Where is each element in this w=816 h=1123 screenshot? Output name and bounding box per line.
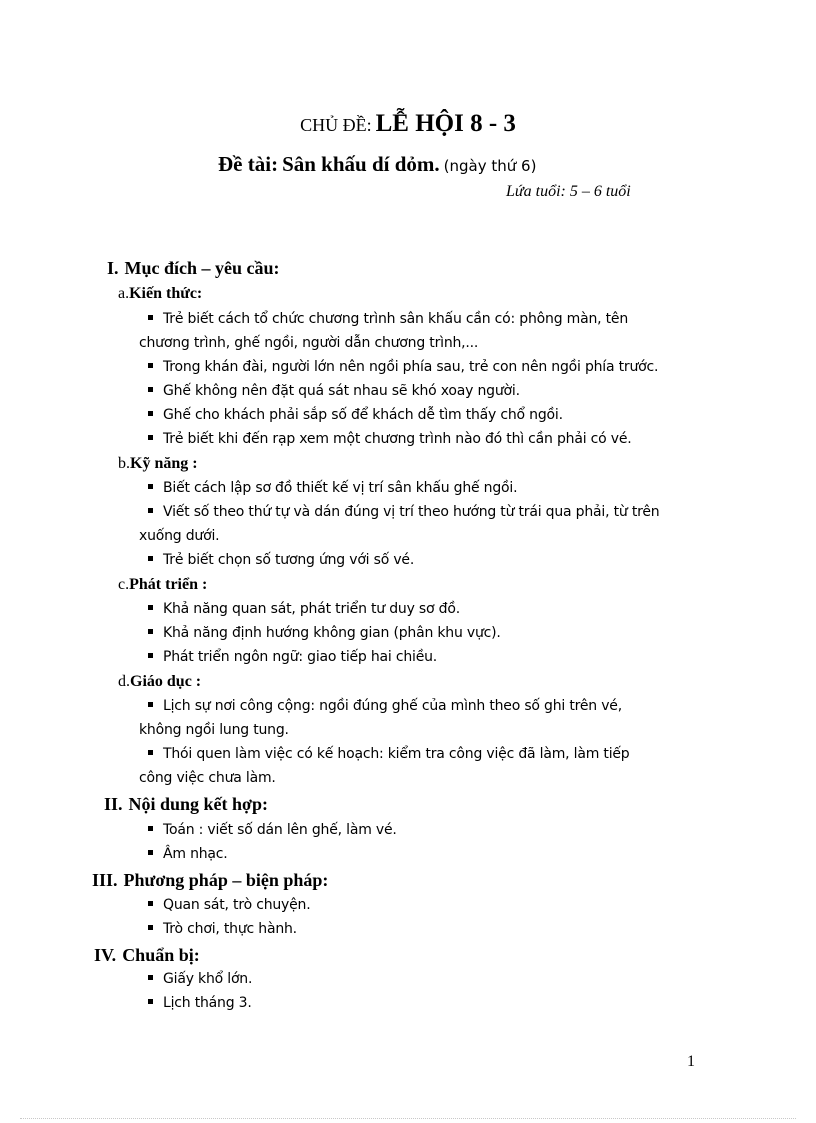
section-title: Phương pháp – biện pháp: [123, 870, 329, 890]
list-item-text: Ghế không nên đặt quá sát nhau sẽ khó xoay người. [163, 383, 520, 399]
list-item-text: Giấy khổ lớn. [163, 971, 253, 987]
list-item [148, 383, 520, 399]
bullet-icon [148, 925, 153, 930]
bullet-icon [148, 556, 153, 561]
section-title: Mục đích – yêu cầu: [124, 258, 280, 278]
list-item [148, 897, 310, 913]
subsection-heading [118, 576, 207, 594]
list-item-text: Khả năng định hướng không gian (phân khu vực). [163, 625, 501, 641]
list-item-text: Trong khán đài, người lớn nên ngồi phía sau, trẻ con nên ngồi phía trước. [163, 359, 659, 375]
section-number: III. [92, 870, 118, 890]
bullet-icon [148, 435, 153, 440]
subsection-letter: b. [118, 455, 130, 472]
list-item-text: Lịch tháng 3. [163, 995, 252, 1011]
list-item-continuation: không ngồi lung tung. [139, 722, 289, 738]
list-item [148, 995, 252, 1011]
bullet-icon [148, 901, 153, 906]
list-item [148, 698, 622, 714]
bullet-icon [148, 975, 153, 980]
footer-divider [20, 1118, 796, 1119]
list-item [148, 407, 563, 423]
list-item [148, 504, 659, 520]
topic-line [218, 152, 536, 177]
subsection-letter: a. [118, 285, 130, 302]
list-item-text: Thói quen làm việc có kế hoạch: kiểm tra công việc đã làm, làm tiếp [163, 746, 630, 762]
section-heading [94, 945, 200, 966]
bullet-icon [148, 387, 153, 392]
bullet-icon [148, 826, 153, 831]
section-number: II. [104, 794, 123, 814]
list-item [148, 625, 501, 641]
list-item [148, 359, 658, 375]
section-heading [92, 870, 328, 891]
list-item [148, 746, 630, 762]
list-item-text: Trò chơi, thực hành. [163, 921, 297, 937]
subsection-letter: c. [118, 576, 130, 593]
document-title [0, 110, 816, 138]
page-number: 1 [687, 1053, 695, 1070]
bullet-icon [148, 629, 153, 634]
subsection-heading [118, 285, 202, 303]
list-item [148, 552, 414, 568]
subsection-heading [118, 455, 198, 473]
list-item-text: Trẻ biết cách tổ chức chương trình sân khấu cần có: phông màn, tên [163, 311, 628, 327]
list-item [148, 601, 460, 617]
list-item-text: Ghế cho khách phải sắp số để khách dễ tìm thấy chổ ngồi. [163, 407, 563, 423]
bullet-icon [148, 508, 153, 513]
title-main: LỄ HỘI 8 - 3 [375, 110, 516, 137]
bullet-icon [148, 315, 153, 320]
list-item [148, 480, 517, 496]
list-item-text: Trẻ biết khi đến rạp xem một chương trình nào đó thì cần phải có vé. [163, 431, 632, 447]
topic-value: Sân khấu dí dỏm. [282, 152, 440, 176]
list-item-text: Quan sát, trò chuyện. [163, 897, 311, 913]
topic-label: Đề tài: [218, 152, 279, 176]
subsection-title: Giáo dục : [130, 673, 202, 690]
bullet-icon [148, 605, 153, 610]
bullet-icon [148, 484, 153, 489]
bullet-icon [148, 999, 153, 1004]
list-item-text: Toán : viết số dán lên ghế, làm vé. [163, 822, 397, 838]
section-title: Nội dung kết hợp: [128, 794, 269, 814]
section-title: Chuẩn bị: [122, 945, 200, 965]
list-item [148, 311, 628, 327]
list-item-text: Khả năng quan sát, phát triển tư duy sơ đồ. [163, 601, 460, 617]
list-item-text: Lịch sự nơi công cộng: ngồi đúng ghế của mình theo số ghi trên vé, [163, 698, 622, 714]
list-item [148, 921, 297, 937]
section-heading [104, 794, 268, 815]
subsection-title: Kiến thức: [129, 285, 203, 302]
list-item [148, 846, 228, 862]
list-item [148, 431, 632, 447]
list-item-text: Âm nhạc. [163, 846, 228, 862]
bullet-icon [148, 653, 153, 658]
bullet-icon [148, 363, 153, 368]
bullet-icon [148, 702, 153, 707]
list-item-continuation: xuống dưới. [139, 528, 220, 544]
list-item-continuation: chương trình, ghế ngồi, người dẫn chương trình,... [139, 335, 479, 351]
subsection-heading [118, 673, 201, 691]
subsection-title: Phát triển : [129, 576, 208, 593]
list-item [148, 971, 252, 987]
list-item-text: Phát triển ngôn ngữ: giao tiếp hai chiều. [163, 649, 438, 665]
section-number: I. [107, 258, 119, 278]
topic-note: (ngày thứ 6) [443, 157, 537, 175]
bullet-icon [148, 850, 153, 855]
bullet-icon [148, 750, 153, 755]
section-heading [107, 258, 280, 279]
list-item [148, 822, 397, 838]
age-range: Lứa tuổi: 5 – 6 tuổi [506, 183, 631, 200]
list-item-text: Viết số theo thứ tự và dán đúng vị trí theo hướng từ trái qua phải, từ trên [163, 504, 660, 520]
bullet-icon [148, 411, 153, 416]
section-number: IV. [94, 945, 117, 965]
subsection-title: Kỹ năng : [130, 455, 198, 472]
list-item-text: Biết cách lập sơ đồ thiết kế vị trí sân khấu ghế ngồi. [163, 480, 518, 496]
title-prefix: CHỦ ĐỀ: [300, 115, 372, 135]
subsection-letter: d. [118, 673, 130, 690]
list-item-text: Trẻ biết chọn số tương ứng với số vé. [163, 552, 415, 568]
list-item [148, 649, 437, 665]
list-item-continuation: công việc chưa làm. [139, 770, 276, 786]
